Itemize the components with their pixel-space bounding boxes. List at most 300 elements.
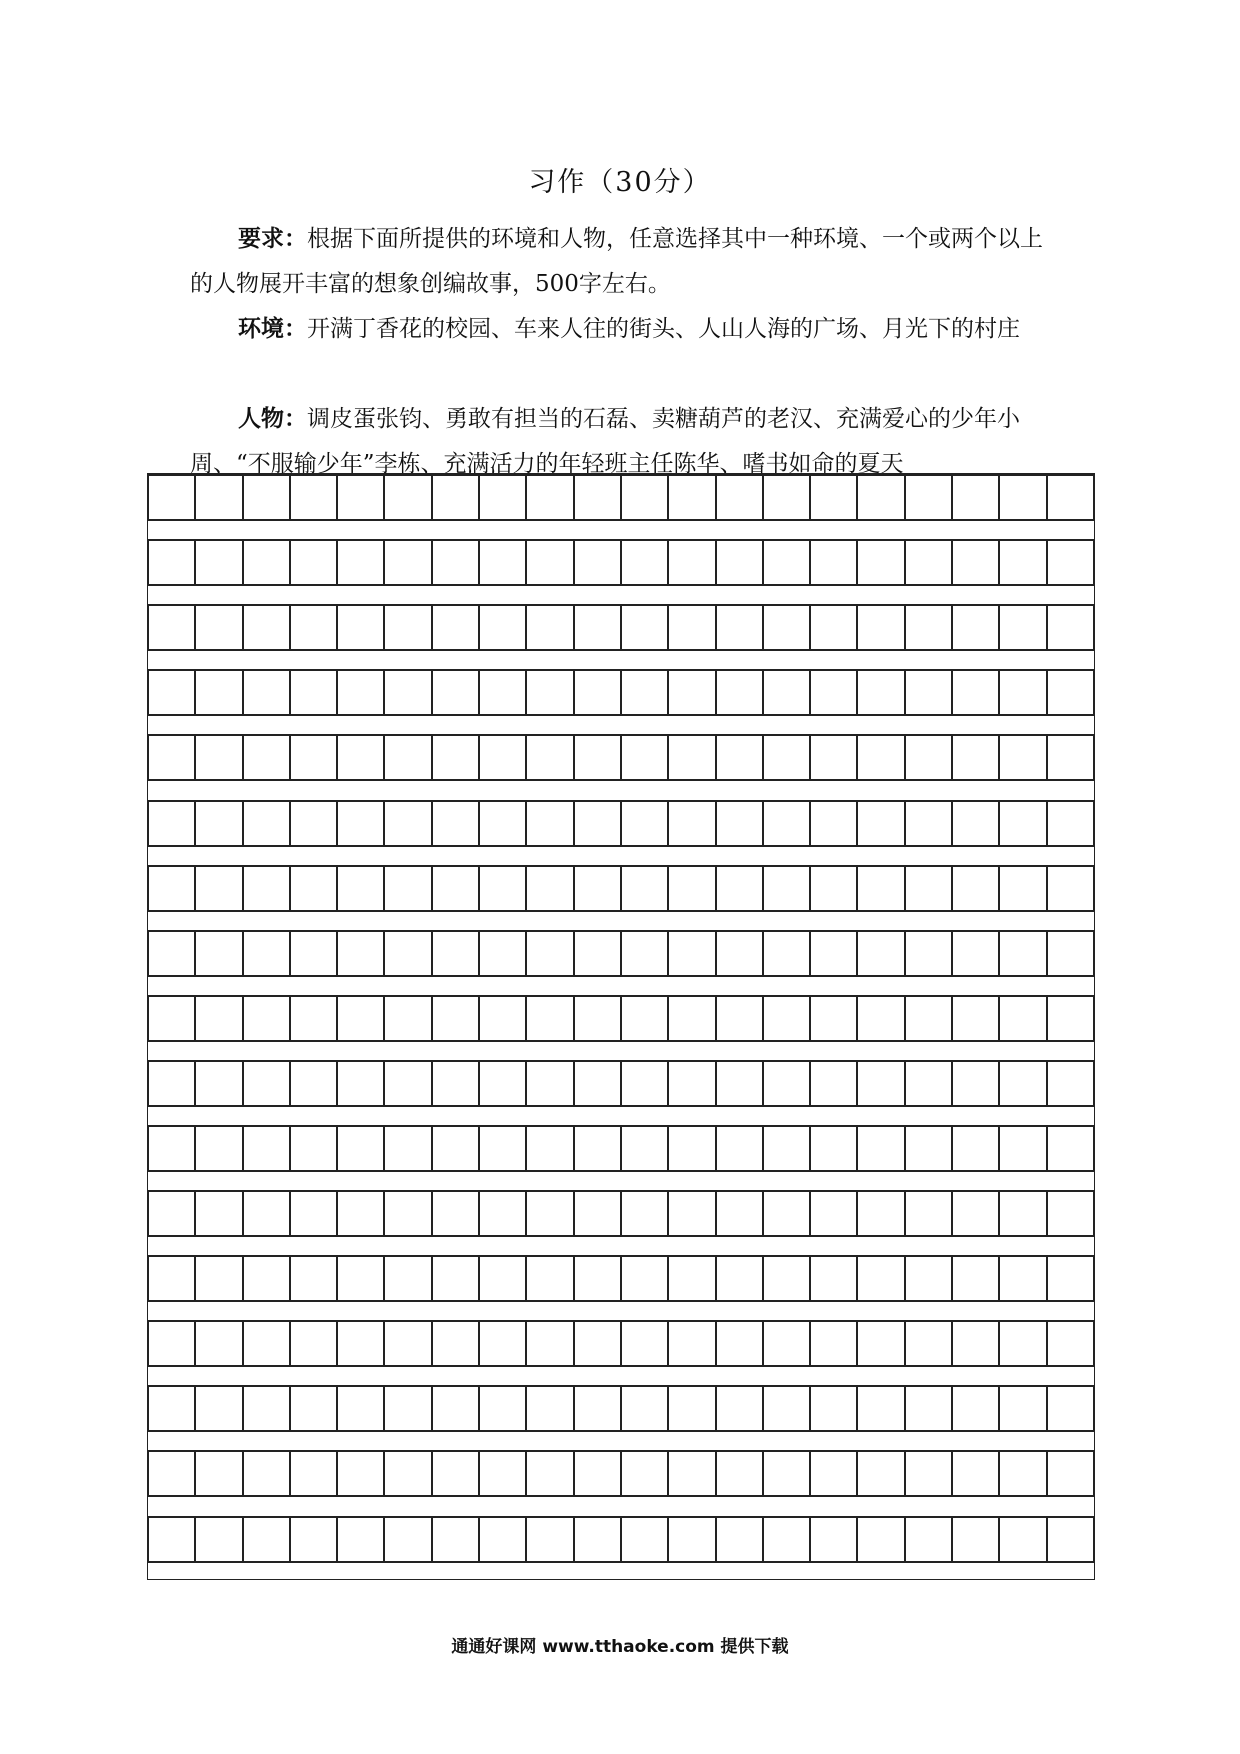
grid-cell[interactable] — [858, 736, 905, 779]
grid-cell[interactable] — [953, 1257, 1000, 1300]
grid-cell[interactable] — [385, 736, 432, 779]
grid-cell[interactable] — [149, 606, 196, 649]
grid-cell[interactable] — [858, 1192, 905, 1235]
grid-cell[interactable] — [764, 606, 811, 649]
grid-cell[interactable] — [244, 671, 291, 714]
grid-cell[interactable] — [858, 802, 905, 845]
grid-cell[interactable] — [338, 1192, 385, 1235]
grid-cell[interactable] — [527, 1062, 574, 1105]
grid-cell[interactable] — [1000, 476, 1047, 519]
grid-cell[interactable] — [480, 997, 527, 1040]
grid-cell[interactable] — [717, 802, 764, 845]
grid-cell[interactable] — [244, 932, 291, 975]
grid-cell[interactable] — [291, 932, 338, 975]
grid-cell[interactable] — [764, 476, 811, 519]
grid-cell[interactable] — [244, 606, 291, 649]
grid-cell[interactable] — [385, 1387, 432, 1430]
grid-cell[interactable] — [717, 606, 764, 649]
grid-cell[interactable] — [338, 802, 385, 845]
grid-cell[interactable] — [575, 932, 622, 975]
grid-cell[interactable] — [717, 932, 764, 975]
grid-cell[interactable] — [480, 802, 527, 845]
grid-cell[interactable] — [196, 476, 243, 519]
grid-cell[interactable] — [764, 736, 811, 779]
grid-cell[interactable] — [1048, 736, 1093, 779]
grid-cell[interactable] — [196, 932, 243, 975]
grid-cell[interactable] — [906, 671, 953, 714]
grid-cell[interactable] — [338, 1127, 385, 1170]
grid-cell[interactable] — [953, 736, 1000, 779]
grid-cell[interactable] — [669, 1192, 716, 1235]
grid-cell[interactable] — [811, 1062, 858, 1105]
grid-cell[interactable] — [622, 1257, 669, 1300]
grid-cell[interactable] — [433, 606, 480, 649]
grid-cell[interactable] — [291, 997, 338, 1040]
grid-cell[interactable] — [717, 736, 764, 779]
grid-cell[interactable] — [244, 1127, 291, 1170]
grid-cell[interactable] — [575, 1518, 622, 1561]
grid-cell[interactable] — [906, 1518, 953, 1561]
grid-cell[interactable] — [338, 1322, 385, 1365]
grid-cell[interactable] — [906, 932, 953, 975]
grid-cell[interactable] — [480, 736, 527, 779]
grid-cell[interactable] — [1048, 1062, 1093, 1105]
grid-cell[interactable] — [291, 1518, 338, 1561]
grid-cell[interactable] — [858, 476, 905, 519]
grid-cell[interactable] — [149, 997, 196, 1040]
grid-cell[interactable] — [953, 1518, 1000, 1561]
grid-cell[interactable] — [669, 476, 716, 519]
grid-cell[interactable] — [717, 1322, 764, 1365]
grid-cell[interactable] — [669, 541, 716, 584]
grid-cell[interactable] — [906, 1387, 953, 1430]
grid-cell[interactable] — [622, 476, 669, 519]
grid-cell[interactable] — [622, 736, 669, 779]
grid-cell[interactable] — [622, 867, 669, 910]
grid-cell[interactable] — [480, 606, 527, 649]
grid-cell[interactable] — [953, 476, 1000, 519]
grid-cell[interactable] — [906, 736, 953, 779]
grid-cell[interactable] — [1048, 541, 1093, 584]
grid-cell[interactable] — [575, 867, 622, 910]
grid-cell[interactable] — [433, 1387, 480, 1430]
grid-cell[interactable] — [858, 1062, 905, 1105]
grid-cell[interactable] — [858, 997, 905, 1040]
grid-cell[interactable] — [764, 932, 811, 975]
grid-cell[interactable] — [669, 932, 716, 975]
grid-cell[interactable] — [953, 932, 1000, 975]
grid-cell[interactable] — [717, 1257, 764, 1300]
grid-cell[interactable] — [858, 671, 905, 714]
grid-cell[interactable] — [717, 1127, 764, 1170]
grid-cell[interactable] — [1048, 867, 1093, 910]
grid-cell[interactable] — [385, 1257, 432, 1300]
grid-cell[interactable] — [858, 1127, 905, 1170]
grid-cell[interactable] — [527, 736, 574, 779]
grid-cell[interactable] — [196, 1257, 243, 1300]
grid-cell[interactable] — [527, 1452, 574, 1495]
grid-cell[interactable] — [811, 1192, 858, 1235]
grid-cell[interactable] — [433, 736, 480, 779]
grid-cell[interactable] — [1000, 541, 1047, 584]
grid-cell[interactable] — [858, 1518, 905, 1561]
grid-cell[interactable] — [244, 997, 291, 1040]
grid-cell[interactable] — [480, 671, 527, 714]
grid-cell[interactable] — [196, 1387, 243, 1430]
grid-cell[interactable] — [717, 541, 764, 584]
grid-cell[interactable] — [527, 1192, 574, 1235]
grid-cell[interactable] — [1000, 1518, 1047, 1561]
grid-cell[interactable] — [433, 1452, 480, 1495]
grid-cell[interactable] — [149, 1257, 196, 1300]
grid-cell[interactable] — [953, 802, 1000, 845]
grid-cell[interactable] — [622, 1452, 669, 1495]
grid-cell[interactable] — [717, 1062, 764, 1105]
grid-cell[interactable] — [196, 541, 243, 584]
grid-cell[interactable] — [385, 1062, 432, 1105]
grid-cell[interactable] — [622, 606, 669, 649]
grid-cell[interactable] — [1000, 1387, 1047, 1430]
grid-cell[interactable] — [196, 997, 243, 1040]
grid-cell[interactable] — [149, 867, 196, 910]
grid-cell[interactable] — [480, 1452, 527, 1495]
grid-cell[interactable] — [1048, 1127, 1093, 1170]
grid-cell[interactable] — [575, 1192, 622, 1235]
grid-cell[interactable] — [480, 1192, 527, 1235]
grid-cell[interactable] — [338, 1062, 385, 1105]
grid-cell[interactable] — [764, 1257, 811, 1300]
grid-cell[interactable] — [527, 1127, 574, 1170]
grid-cell[interactable] — [527, 541, 574, 584]
grid-cell[interactable] — [338, 671, 385, 714]
grid-cell[interactable] — [480, 476, 527, 519]
grid-cell[interactable] — [717, 1452, 764, 1495]
grid-cell[interactable] — [953, 671, 1000, 714]
grid-cell[interactable] — [575, 541, 622, 584]
grid-cell[interactable] — [717, 997, 764, 1040]
grid-cell[interactable] — [385, 1518, 432, 1561]
grid-cell[interactable] — [385, 802, 432, 845]
writing-grid[interactable] — [147, 473, 1095, 1580]
grid-cell[interactable] — [575, 671, 622, 714]
grid-cell[interactable] — [291, 606, 338, 649]
grid-cell[interactable] — [149, 1518, 196, 1561]
grid-cell[interactable] — [338, 541, 385, 584]
grid-cell[interactable] — [575, 1387, 622, 1430]
grid-cell[interactable] — [622, 1387, 669, 1430]
grid-cell[interactable] — [717, 671, 764, 714]
grid-cell[interactable] — [527, 671, 574, 714]
grid-cell[interactable] — [291, 476, 338, 519]
grid-cell[interactable] — [764, 867, 811, 910]
grid-cell[interactable] — [906, 606, 953, 649]
grid-cell[interactable] — [953, 867, 1000, 910]
grid-cell[interactable] — [1048, 1322, 1093, 1365]
grid-cell[interactable] — [953, 1322, 1000, 1365]
grid-cell[interactable] — [764, 671, 811, 714]
grid-cell[interactable] — [527, 1387, 574, 1430]
grid-cell[interactable] — [433, 997, 480, 1040]
grid-cell[interactable] — [811, 932, 858, 975]
grid-cell[interactable] — [669, 1518, 716, 1561]
grid-cell[interactable] — [291, 1452, 338, 1495]
grid-cell[interactable] — [433, 1062, 480, 1105]
grid-cell[interactable] — [291, 1127, 338, 1170]
grid-cell[interactable] — [244, 1192, 291, 1235]
grid-cell[interactable] — [149, 802, 196, 845]
grid-cell[interactable] — [338, 736, 385, 779]
grid-cell[interactable] — [1000, 1062, 1047, 1105]
grid-cell[interactable] — [622, 1322, 669, 1365]
grid-cell[interactable] — [811, 802, 858, 845]
grid-cell[interactable] — [433, 867, 480, 910]
grid-cell[interactable] — [196, 1062, 243, 1105]
grid-cell[interactable] — [149, 1452, 196, 1495]
grid-cell[interactable] — [953, 997, 1000, 1040]
grid-cell[interactable] — [906, 1257, 953, 1300]
grid-cell[interactable] — [858, 1387, 905, 1430]
grid-cell[interactable] — [575, 606, 622, 649]
grid-cell[interactable] — [385, 1322, 432, 1365]
grid-cell[interactable] — [385, 932, 432, 975]
grid-cell[interactable] — [858, 1322, 905, 1365]
grid-cell[interactable] — [291, 736, 338, 779]
grid-cell[interactable] — [433, 932, 480, 975]
grid-cell[interactable] — [717, 1387, 764, 1430]
grid-cell[interactable] — [433, 476, 480, 519]
grid-cell[interactable] — [669, 1257, 716, 1300]
grid-cell[interactable] — [149, 1387, 196, 1430]
grid-cell[interactable] — [385, 1192, 432, 1235]
grid-cell[interactable] — [1000, 671, 1047, 714]
grid-cell[interactable] — [149, 541, 196, 584]
grid-cell[interactable] — [764, 1322, 811, 1365]
grid-cell[interactable] — [1048, 1257, 1093, 1300]
grid-cell[interactable] — [953, 541, 1000, 584]
grid-cell[interactable] — [906, 541, 953, 584]
grid-cell[interactable] — [669, 606, 716, 649]
grid-cell[interactable] — [764, 541, 811, 584]
grid-cell[interactable] — [149, 476, 196, 519]
grid-cell[interactable] — [149, 1062, 196, 1105]
grid-cell[interactable] — [338, 932, 385, 975]
grid-cell[interactable] — [1000, 1127, 1047, 1170]
grid-cell[interactable] — [858, 932, 905, 975]
grid-cell[interactable] — [338, 1257, 385, 1300]
grid-cell[interactable] — [669, 1062, 716, 1105]
grid-cell[interactable] — [196, 671, 243, 714]
grid-cell[interactable] — [527, 606, 574, 649]
grid-cell[interactable] — [291, 541, 338, 584]
grid-cell[interactable] — [811, 997, 858, 1040]
grid-cell[interactable] — [811, 867, 858, 910]
grid-cell[interactable] — [858, 606, 905, 649]
grid-cell[interactable] — [196, 802, 243, 845]
grid-cell[interactable] — [953, 1062, 1000, 1105]
grid-cell[interactable] — [575, 476, 622, 519]
grid-cell[interactable] — [338, 606, 385, 649]
grid-cell[interactable] — [811, 1452, 858, 1495]
grid-cell[interactable] — [1000, 1322, 1047, 1365]
grid-cell[interactable] — [527, 1322, 574, 1365]
grid-cell[interactable] — [906, 1062, 953, 1105]
grid-cell[interactable] — [622, 1518, 669, 1561]
grid-cell[interactable] — [480, 1387, 527, 1430]
grid-cell[interactable] — [433, 541, 480, 584]
grid-cell[interactable] — [717, 1192, 764, 1235]
grid-cell[interactable] — [906, 997, 953, 1040]
grid-cell[interactable] — [953, 1387, 1000, 1430]
grid-cell[interactable] — [575, 1322, 622, 1365]
grid-cell[interactable] — [385, 606, 432, 649]
grid-cell[interactable] — [953, 1127, 1000, 1170]
grid-cell[interactable] — [811, 606, 858, 649]
grid-cell[interactable] — [811, 1387, 858, 1430]
grid-cell[interactable] — [622, 671, 669, 714]
grid-cell[interactable] — [622, 1192, 669, 1235]
grid-cell[interactable] — [385, 541, 432, 584]
grid-cell[interactable] — [433, 1322, 480, 1365]
grid-cell[interactable] — [858, 1452, 905, 1495]
grid-cell[interactable] — [149, 736, 196, 779]
grid-cell[interactable] — [338, 997, 385, 1040]
grid-cell[interactable] — [575, 1127, 622, 1170]
grid-cell[interactable] — [811, 736, 858, 779]
grid-cell[interactable] — [1000, 1192, 1047, 1235]
grid-cell[interactable] — [953, 1192, 1000, 1235]
grid-cell[interactable] — [1000, 867, 1047, 910]
grid-cell[interactable] — [244, 541, 291, 584]
grid-cell[interactable] — [669, 1452, 716, 1495]
grid-cell[interactable] — [811, 671, 858, 714]
grid-cell[interactable] — [527, 867, 574, 910]
grid-cell[interactable] — [244, 476, 291, 519]
grid-cell[interactable] — [244, 867, 291, 910]
grid-cell[interactable] — [811, 1127, 858, 1170]
grid-cell[interactable] — [338, 1452, 385, 1495]
grid-cell[interactable] — [622, 932, 669, 975]
grid-cell[interactable] — [622, 1062, 669, 1105]
grid-cell[interactable] — [1000, 1257, 1047, 1300]
grid-cell[interactable] — [717, 476, 764, 519]
grid-cell[interactable] — [1000, 736, 1047, 779]
grid-cell[interactable] — [906, 1192, 953, 1235]
grid-cell[interactable] — [480, 1257, 527, 1300]
grid-cell[interactable] — [1048, 932, 1093, 975]
grid-cell[interactable] — [385, 997, 432, 1040]
grid-cell[interactable] — [764, 1452, 811, 1495]
grid-cell[interactable] — [575, 736, 622, 779]
grid-cell[interactable] — [149, 1322, 196, 1365]
grid-cell[interactable] — [149, 1192, 196, 1235]
grid-cell[interactable] — [764, 1127, 811, 1170]
grid-cell[interactable] — [1048, 1452, 1093, 1495]
grid-cell[interactable] — [291, 802, 338, 845]
grid-cell[interactable] — [953, 1452, 1000, 1495]
grid-cell[interactable] — [291, 1192, 338, 1235]
grid-cell[interactable] — [385, 1452, 432, 1495]
grid-cell[interactable] — [906, 802, 953, 845]
grid-cell[interactable] — [480, 1518, 527, 1561]
grid-cell[interactable] — [811, 1257, 858, 1300]
grid-cell[interactable] — [906, 867, 953, 910]
grid-cell[interactable] — [811, 1518, 858, 1561]
grid-cell[interactable] — [385, 867, 432, 910]
grid-cell[interactable] — [385, 1127, 432, 1170]
grid-cell[interactable] — [764, 1192, 811, 1235]
grid-cell[interactable] — [196, 1322, 243, 1365]
grid-cell[interactable] — [291, 1387, 338, 1430]
grid-cell[interactable] — [338, 476, 385, 519]
grid-cell[interactable] — [480, 867, 527, 910]
grid-cell[interactable] — [527, 932, 574, 975]
grid-cell[interactable] — [1048, 1192, 1093, 1235]
grid-cell[interactable] — [1000, 802, 1047, 845]
grid-cell[interactable] — [244, 1062, 291, 1105]
grid-cell[interactable] — [1048, 606, 1093, 649]
grid-cell[interactable] — [669, 1322, 716, 1365]
grid-cell[interactable] — [433, 802, 480, 845]
grid-cell[interactable] — [764, 1518, 811, 1561]
grid-cell[interactable] — [244, 1257, 291, 1300]
grid-cell[interactable] — [291, 671, 338, 714]
grid-cell[interactable] — [149, 1127, 196, 1170]
grid-cell[interactable] — [244, 736, 291, 779]
grid-cell[interactable] — [244, 1387, 291, 1430]
grid-cell[interactable] — [575, 1257, 622, 1300]
grid-cell[interactable] — [622, 1127, 669, 1170]
grid-cell[interactable] — [858, 541, 905, 584]
grid-cell[interactable] — [669, 997, 716, 1040]
grid-cell[interactable] — [953, 606, 1000, 649]
grid-cell[interactable] — [244, 1518, 291, 1561]
grid-cell[interactable] — [480, 932, 527, 975]
grid-cell[interactable] — [858, 867, 905, 910]
grid-cell[interactable] — [906, 1127, 953, 1170]
grid-cell[interactable] — [527, 476, 574, 519]
grid-cell[interactable] — [480, 1127, 527, 1170]
grid-cell[interactable] — [196, 867, 243, 910]
grid-cell[interactable] — [1000, 997, 1047, 1040]
grid-cell[interactable] — [244, 1322, 291, 1365]
grid-cell[interactable] — [433, 1127, 480, 1170]
grid-cell[interactable] — [669, 736, 716, 779]
grid-cell[interactable] — [717, 867, 764, 910]
grid-cell[interactable] — [1048, 802, 1093, 845]
grid-cell[interactable] — [669, 1127, 716, 1170]
grid-cell[interactable] — [764, 1062, 811, 1105]
grid-cell[interactable] — [906, 1452, 953, 1495]
grid-cell[interactable] — [575, 1452, 622, 1495]
grid-cell[interactable] — [291, 1257, 338, 1300]
grid-cell[interactable] — [338, 867, 385, 910]
grid-cell[interactable] — [196, 1518, 243, 1561]
grid-cell[interactable] — [1000, 1452, 1047, 1495]
grid-cell[interactable] — [622, 802, 669, 845]
grid-cell[interactable] — [338, 1518, 385, 1561]
grid-cell[interactable] — [858, 1257, 905, 1300]
grid-cell[interactable] — [196, 1127, 243, 1170]
grid-cell[interactable] — [764, 997, 811, 1040]
grid-cell[interactable] — [1048, 997, 1093, 1040]
grid-cell[interactable] — [669, 1387, 716, 1430]
grid-cell[interactable] — [527, 802, 574, 845]
grid-cell[interactable] — [906, 476, 953, 519]
grid-cell[interactable] — [149, 671, 196, 714]
grid-cell[interactable] — [1000, 606, 1047, 649]
grid-cell[interactable] — [906, 1322, 953, 1365]
grid-cell[interactable] — [480, 1322, 527, 1365]
